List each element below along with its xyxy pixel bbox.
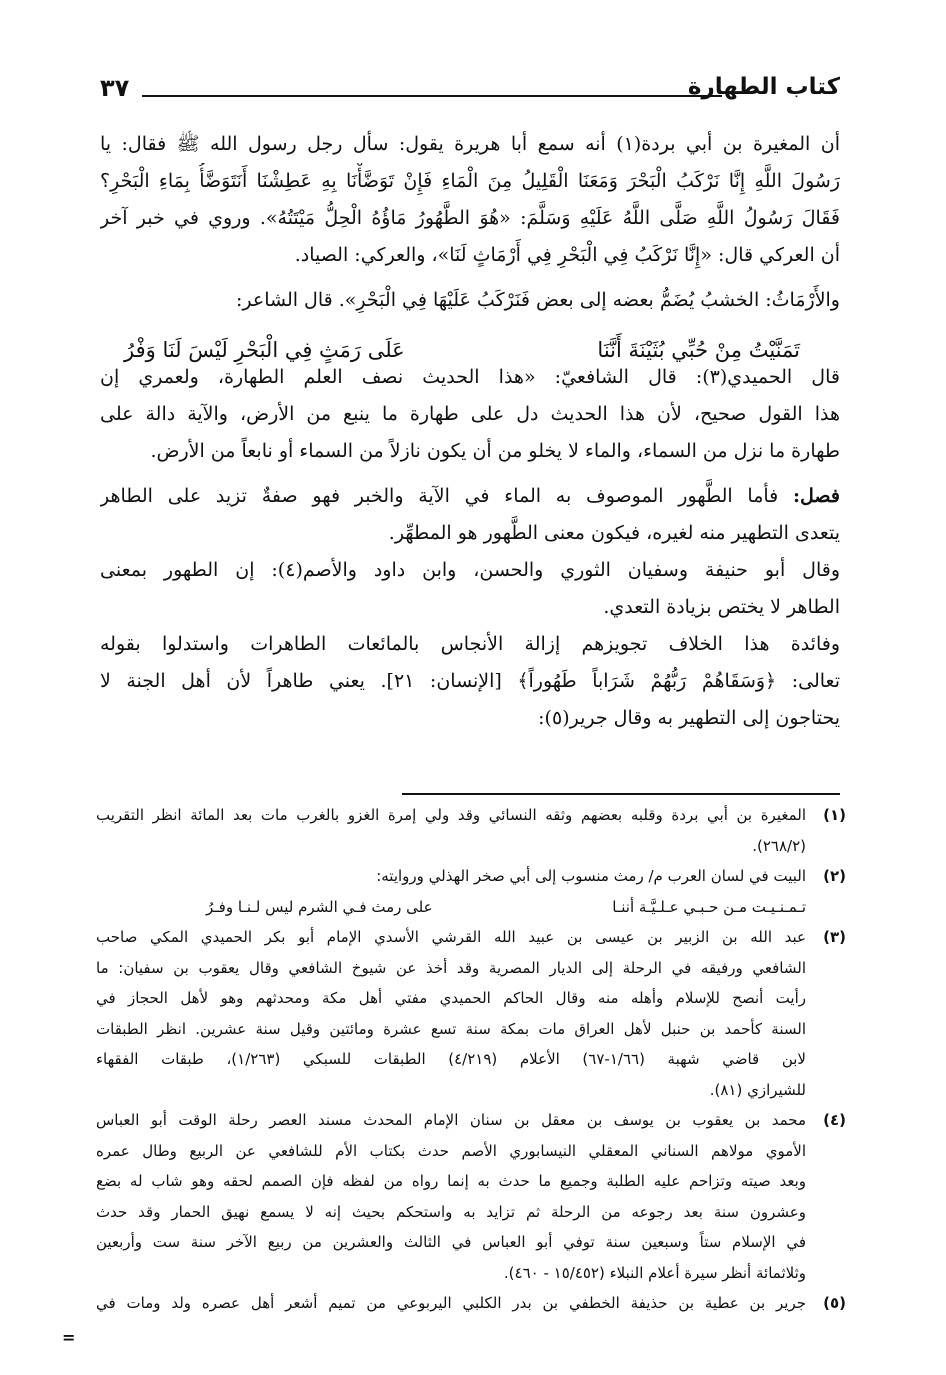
footnote-number: (٤) bbox=[823, 1111, 846, 1129]
footnote-number: (٥) bbox=[823, 1294, 846, 1312]
footnote bbox=[96, 922, 846, 1105]
footnote bbox=[96, 861, 846, 922]
book-title: كتاب الطهارة bbox=[687, 74, 840, 100]
verse-first-half: تَمَنَّيْتُ مِنْ حُبِّي بُثَيْنَةَ أَنَّنَا bbox=[597, 338, 800, 362]
text-line: أن العركي قال: «إِنَّا نَرْكَبُ فِي الْبَحْرِ فِي أَرْمَاثٍ لَنَا»، والعركي: الصياد. bbox=[294, 244, 840, 266]
text-line: وفائدة هذا الخلاف تجويزهم إزالة الأنجاس بالمائعات الطاهرات واستدلوا بقوله bbox=[100, 633, 840, 655]
footnote-line: الأموي مولاهم السناني المعقلي النيسابوري الأصم حدث بكتاب الأم للشافعي عن الربيع وطال عمره bbox=[96, 1141, 806, 1160]
text-line: قال الحميدي(٣): قال الشافعيّ: «هذا الحديث نصف العلم الطهارة، ولعمري إن bbox=[100, 366, 840, 388]
footnote-line: وثلاثمائة أنظر سيرة أعلام النبلاء (١٥/٤٥٢ - ٤٦٠). bbox=[503, 1263, 806, 1282]
continuation-mark: = bbox=[62, 1328, 76, 1347]
footnote-line: لابن قاضي شهبة (١/٦٦-٦٧) الأعلام (٤/٢١٩) الطبقات للسبكي (١/٢٦٣)، طبقات الفقهاء bbox=[96, 1050, 806, 1068]
text-line: يحتاجون إلى التطهير به وقال جرير(٥): bbox=[538, 707, 840, 729]
header-rule bbox=[142, 95, 722, 97]
footnote-number: (١) bbox=[823, 806, 846, 824]
text-line: هذا القول صحيح، لأن هذا الحديث دل على طهارة ما ينبع من الأرض، والآية دالة على bbox=[100, 403, 840, 425]
footnotes bbox=[96, 800, 846, 1319]
footnote-line: وبعد صيته وتزاحم عليه الطلبة وجميع ما حدث به إنما رواه من لفظه فإن الصمم لحقه وهو شاب له بضع bbox=[96, 1172, 806, 1190]
text-line: والأَرْمَاثُ: الخشبُ يُضَمُّ بعضه إلى بعض فَنَرْكَبُ عَلَيْهَا فِي الْبَحْرِ». قال الشاعر: bbox=[235, 289, 840, 311]
text-line bbox=[100, 478, 840, 515]
poetry-verse bbox=[100, 338, 840, 378]
footnote-line: المغيرة بن أبي بردة وقلبه بعضهم وثقه النسائي وقد ولي إمرة الغزو بالغرب مات بعد المائة انظر التقريب bbox=[96, 806, 806, 824]
text-line: طهارة ما نزل من السماء، والماء لا يخلو من أن يكون نازلاً من السماء أو نابعاً من الأرض. bbox=[150, 440, 840, 462]
text-line: وقال أبو حنيفة وسفيان الثوري والحسن، وابن داود والأصم(٤): إن الطهور بمعنى bbox=[100, 559, 840, 581]
text-line: رَسُولَ اللَّهِ إِنَّا نَرْكَبُ الْبَحْرَ وَمَعَنَا الْقَلِيلُ مِنَ الْمَاءِ فَإِنْ تَوَضَّأْنَا بِهِ عَطِشْنَا أَنَتَوَضَّأُ بِمَاءِ الْبَحْرِ؟ bbox=[100, 170, 840, 192]
footnote-verse-second-half: على رمث فـي الشرم ليس لـنـا وفـرُ bbox=[206, 897, 433, 916]
footnote-line: في الإسلام ستاً وسبعين سنة توفي أبو العباس في الثالث والعشرين من ربيع الآخر سنة ست وأربعين bbox=[96, 1233, 806, 1251]
text-line: تعالى: ﴿وَسَقَاهُمْ رَبُّهُمْ شَرَاباً طَهُوراً﴾ [الإنسان: ٢١]. يعني طاهراً لأن أهل الجنة لا bbox=[100, 670, 840, 692]
section-text: فأما الطَّهور الموصوف به الماء في الآية والخبر فهو صفةٌ تزيد على الطاهر bbox=[100, 485, 779, 507]
footnote-verse bbox=[96, 892, 806, 923]
footnote bbox=[96, 800, 846, 861]
section-label: فصل: bbox=[793, 485, 840, 507]
text-line: يتعدى التطهير منه لغيره، فيكون معنى الطَّهور هو المطهِّر. bbox=[388, 522, 840, 544]
footnote-verse-first-half: تـمـنـيـت مـن حـبـي عـلـيَّـة أننـا bbox=[612, 897, 806, 916]
footnote-line: الشافعي ورفيقه في الرحلة إلى الديار المصرية وقد أخذ عن شيوخ الشافعي وقال يعقوب بن سفيان: ما bbox=[96, 958, 806, 977]
footnote-line: وعشرون سنة بعد رجوعه من الرحلة ثم تزايد به واستحكم بحيث إنه لا يسمع نهيق الحمار وقد حدث bbox=[96, 1202, 806, 1221]
text-line: الطاهر لا يختص بزيادة التعدي. bbox=[603, 596, 840, 618]
footnote bbox=[96, 1105, 846, 1288]
text-line: فَقَالَ رَسُولُ اللَّهِ صَلَّى اللَّهُ عَلَيْهِ وَسَلَّمَ: «هُوَ الطَّهُورُ مَاؤُهُ الْحِلُّ مَيْتَتُهُ». وروي في خبر آخر bbox=[100, 207, 840, 229]
footnote-line: البيت في لسان العرب م/ رمث منسوب إلى أبي صخر الهذلي وروايته: bbox=[376, 867, 806, 885]
footnote bbox=[96, 1288, 846, 1319]
footnote-line: رأيت أنصح للإسلام وأهله منه وقال الحاكم الحميدي مفتي أهل مكة ومحدثهم وهو لأهل الحجاز في bbox=[96, 989, 806, 1007]
running-header bbox=[100, 74, 840, 110]
main-text bbox=[100, 126, 840, 737]
footnote-line: عبد الله بن الزبير بن عيسى بن عبيد الله القرشي الأسدي الإمام أبو بكر الحميدي المكي صاحب bbox=[96, 928, 806, 946]
footnote-line: للشيرازي (٨١). bbox=[709, 1080, 806, 1099]
text-line: أن المغيرة بن أبي بردة(١) أنه سمع أبا هريرة يقول: سأل رجل رسول الله ﷺ فقال: يا bbox=[100, 133, 840, 155]
footnote-line: محمد بن يعقوب بن يوسف بن معقل بن سنان الإمام المحدث مسند العصر رحلة الوقت أبو العباس bbox=[96, 1111, 806, 1129]
page-number: ٣٧ bbox=[100, 74, 130, 102]
footnote-line: جرير بن عطية بن حذيفة الخطفي بن بدر الكلبي اليربوعي من تميم أشعر أهل عصره ولد ومات في bbox=[96, 1294, 806, 1312]
footnote-separator bbox=[402, 793, 840, 795]
footnote-line: (٢٦٨/٢). bbox=[752, 836, 806, 855]
footnote-number: (٢) bbox=[823, 867, 846, 885]
verse-second-half: عَلَى رَمَثٍ فِي الْبَحْرِ لَيْسَ لَنَا وَفْرُ bbox=[124, 338, 405, 362]
footnote-line: السنة كأحمد بن حنبل لأهل العراق مات بمكة سنة تسع عشرة ومائتين وقيل سنة عشرين. انظر الطبقات bbox=[96, 1019, 806, 1038]
footnote-number: (٣) bbox=[823, 928, 846, 946]
